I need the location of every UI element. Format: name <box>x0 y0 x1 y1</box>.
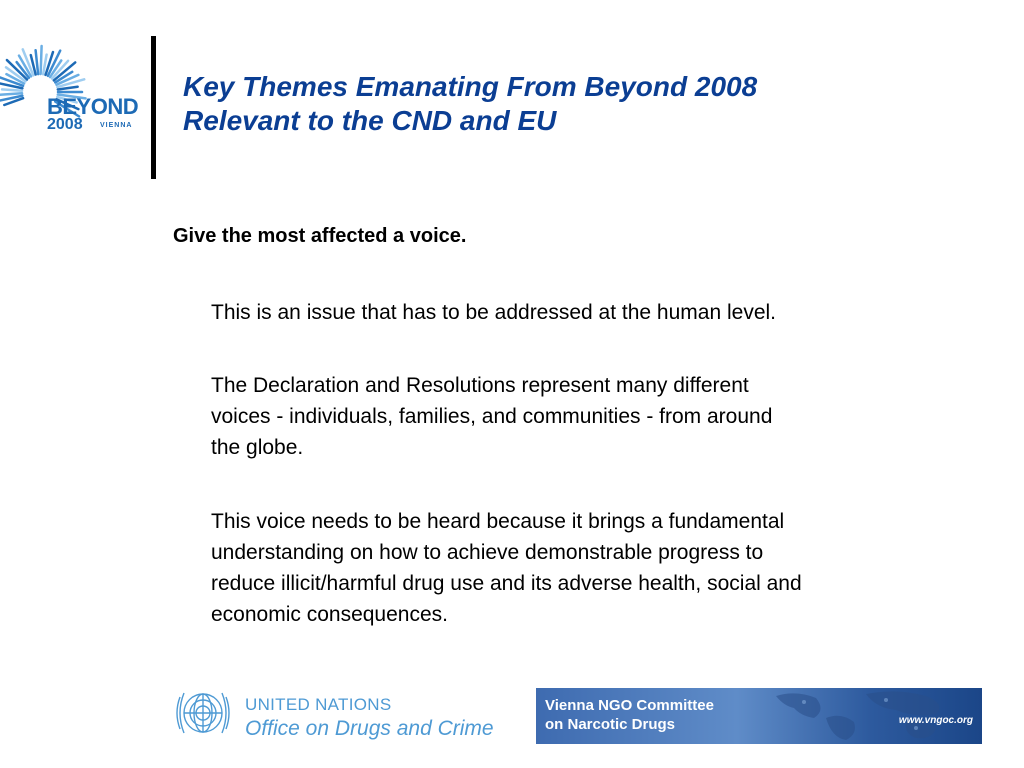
vngoc-banner <box>536 688 982 744</box>
paragraph-line: This voice needs to be heard because it brings a fundamental <box>211 510 785 533</box>
logo-ray <box>36 50 39 74</box>
paragraph-line: reduce illicit/harmful drug use and its adverse health, social and <box>211 572 802 595</box>
title-divider <box>151 36 156 179</box>
paragraph-line: This is an issue that has to be addressed at the human level. <box>211 301 777 324</box>
logo-word-year: 2008 <box>47 116 83 133</box>
un-line-2: Office on Drugs and Crime <box>245 717 494 740</box>
slide-title <box>183 70 963 138</box>
paragraph-3 <box>211 506 951 630</box>
paragraph-2 <box>211 370 951 463</box>
logo-ray <box>2 89 22 90</box>
logo-word-beyond: BEYOND <box>47 94 139 119</box>
title-line-2: Relevant to the CND and EU <box>183 105 557 136</box>
paragraph-1 <box>211 297 951 328</box>
paragraph-line: economic consequences. <box>211 603 448 626</box>
ngo-url: www.vngoc.org <box>898 715 973 726</box>
content-heading: Give the most affected a voice. <box>173 225 467 247</box>
paragraph-line: the globe. <box>211 436 304 459</box>
unodc-logo <box>170 683 494 743</box>
ngo-line-1: Vienna NGO Committee <box>545 697 714 714</box>
un-emblem-icon <box>170 683 236 743</box>
logo-ray <box>41 46 42 74</box>
paragraph-line: voices - individuals, families, and communities - from around <box>211 405 773 428</box>
paragraph-line: understanding on how to achieve demonstrable progress to <box>211 541 764 564</box>
logo-word-city: VIENNA <box>100 122 133 129</box>
ngo-line-2: on Narcotic Drugs <box>545 716 676 733</box>
logo-ray <box>0 93 22 95</box>
un-line-1: UNITED NATIONS <box>245 695 392 714</box>
beyond-2008-logo <box>0 0 145 133</box>
paragraph-line: The Declaration and Resolutions represent many different <box>211 374 749 397</box>
title-line-1: Key Themes Emanating From Beyond 2008 <box>183 71 758 102</box>
